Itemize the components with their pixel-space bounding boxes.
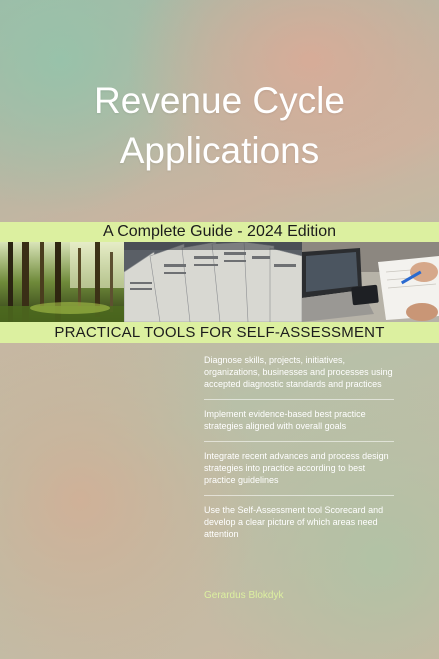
feature-item: Implement evidence-based best practice strategies aligned with overall goals: [204, 408, 394, 442]
newspapers-photo: [124, 242, 302, 322]
tools-band: [0, 322, 439, 343]
feature-item: Integrate recent advances and process design strategies into practice according to best practice guidelines: [204, 450, 394, 496]
photo-strip: [0, 242, 439, 322]
feature-list: [204, 354, 394, 557]
forest-photo: [0, 242, 124, 322]
feature-item: Diagnose skills, projects, initiatives, organizations, businesses and processes using accepted diagnostic standards and practices: [204, 354, 394, 400]
author-name: Gerardus Blokdyk: [204, 590, 284, 601]
subtitle-band: [0, 222, 439, 242]
book-title: [0, 76, 439, 176]
tools-banner: PRACTICAL TOOLS FOR SELF-ASSESSMENT: [54, 324, 385, 341]
subtitle: A Complete Guide - 2024 Edition: [102, 223, 337, 240]
laptop-desk-photo: [302, 242, 439, 322]
title-line-1: Revenue Cycle: [94, 80, 345, 121]
feature-item: Use the Self-Assessment tool Scorecard and develop a clear picture of which areas need attention: [204, 505, 384, 539]
title-line-2: Applications: [119, 130, 320, 171]
